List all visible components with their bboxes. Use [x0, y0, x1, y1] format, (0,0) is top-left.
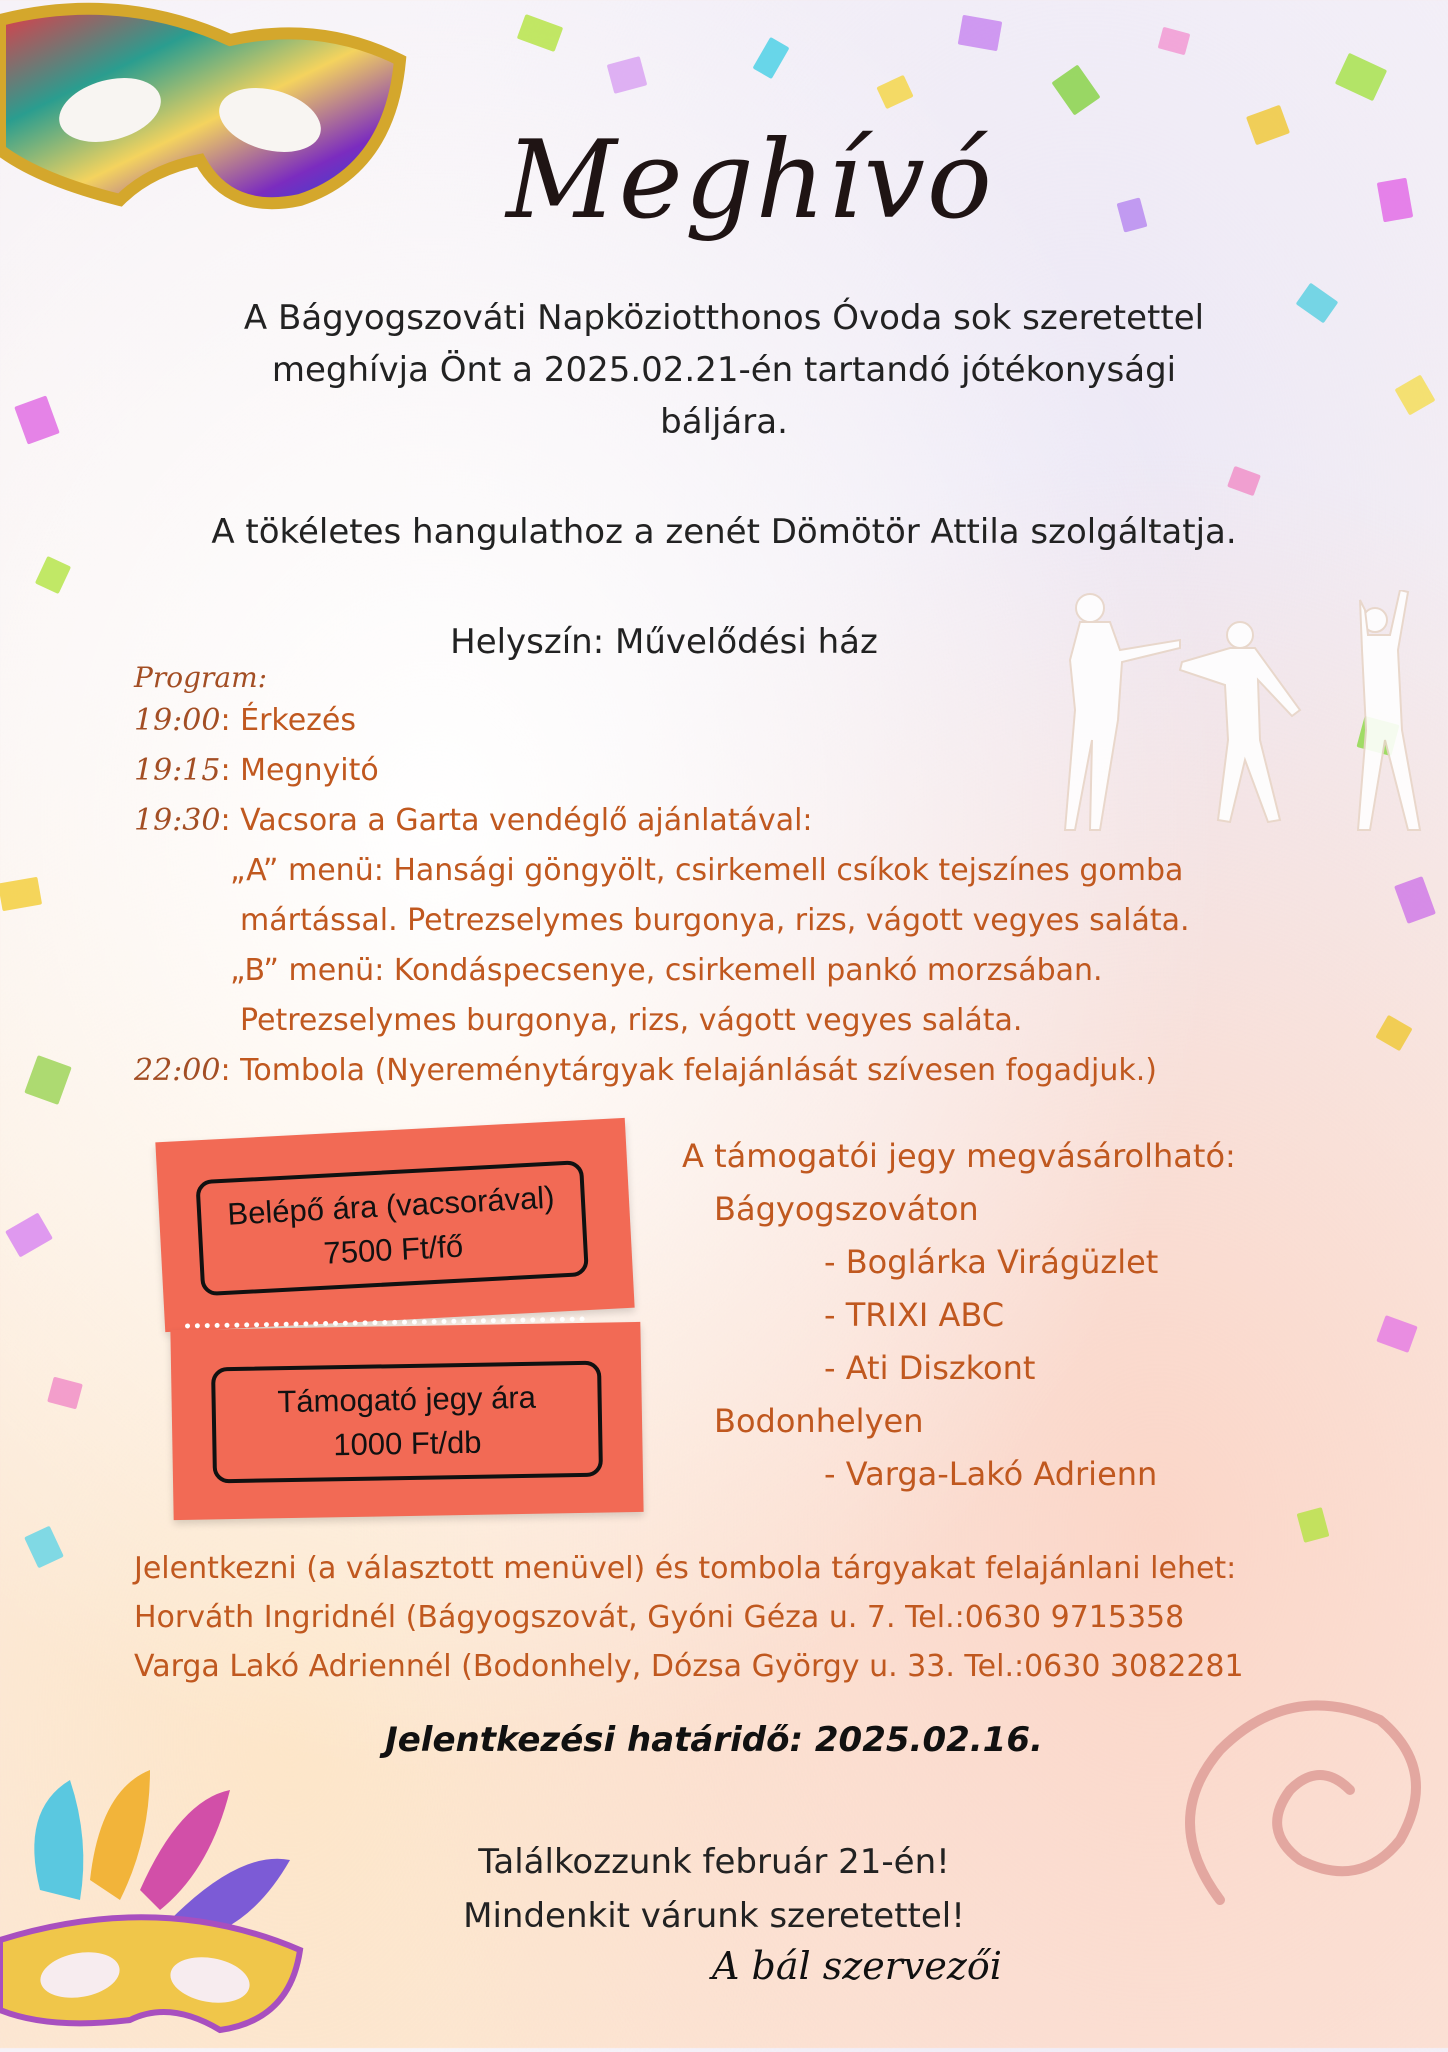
intro-line: meghívja Önt a 2025.02.21-én tartandó jótékonysági: [271, 350, 1177, 390]
purchase-place: Bágyogszováton: [714, 1190, 979, 1228]
program-time: 19:30: [134, 803, 221, 838]
intro-paragraph: [0, 292, 1448, 448]
program-text: : Tombola (Nyereménytárgyak felajánlását szívesen fogadjuk.): [220, 1053, 1157, 1088]
music-info: A tökéletes hangulathoz a zenét Dömötör Attila szolgáltatja.: [211, 512, 1237, 552]
contact-line: Horváth Ingridnél (Bágyogszovát, Gyóni Géza u. 7. Tel.:0630 9715358: [134, 1600, 1185, 1635]
venue-info: Helyszín: Művelődési ház: [450, 622, 878, 662]
purchase-heading: A támogatói jegy megvásárolható:: [682, 1137, 1236, 1175]
carnival-mask-top-image: [0, 0, 420, 230]
purchase-shop: - TRIXI ABC: [824, 1296, 1005, 1334]
entry-ticket-price: 7500 Ft/fő: [322, 1228, 464, 1271]
purchase-place: Bodonhelyen: [714, 1402, 924, 1440]
program-text: : Érkezés: [220, 703, 356, 738]
intro-line: báljára.: [660, 402, 788, 442]
program-section: [134, 660, 1190, 1096]
support-ticket-price: 1000 Ft/db: [332, 1424, 482, 1463]
entry-ticket-label: Belépő ára (vacsorával): [226, 1179, 556, 1232]
entry-ticket-frame: [195, 1160, 589, 1296]
purchase-section: [682, 1130, 1236, 1501]
contact-section: [134, 1544, 1244, 1691]
contact-line: Jelentkezni (a választott menüvel) és tombola tárgyakat felajánlani lehet:: [134, 1551, 1237, 1586]
organizers-signature: A bál szervezői: [712, 1944, 1002, 1988]
menu-a-line: mártással. Petrezselymes burgonya, rizs, vágott vegyes saláta.: [240, 903, 1190, 938]
menu-a-line: „A” menü: Hansági göngyölt, csirkemell csíkok tejszínes gomba: [230, 853, 1184, 888]
contact-line: Varga Lakó Adriennél (Bodonhely, Dózsa György u. 33. Tel.:0630 3082281: [134, 1649, 1244, 1684]
registration-deadline: Jelentkezési határidő: 2025.02.16.: [385, 1720, 1043, 1760]
purchase-shop: - Boglárka Virágüzlet: [824, 1243, 1159, 1281]
program-item: [134, 696, 1190, 746]
closing-line: Mindenkit várunk szeretettel!: [463, 1896, 965, 1936]
invitation-title: Meghívó: [506, 118, 994, 243]
program-item: [134, 1046, 1190, 1096]
program-text: : Megnyitó: [220, 753, 379, 788]
purchase-shop: - Varga-Lakó Adrienn: [824, 1455, 1158, 1493]
program-item: [134, 746, 1190, 796]
closing-message: [0, 1835, 1438, 1943]
program-item: [134, 796, 1190, 846]
entry-ticket: [155, 1118, 634, 1332]
purchase-shop: - Ati Diszkont: [824, 1349, 1036, 1387]
menu-b-line: „B” menü: Kondáspecsenye, csirkemell pankó morzsában.: [230, 953, 1103, 988]
closing-line: Találkozzunk február 21-én!: [478, 1842, 950, 1882]
intro-line: A Bágyogszováti Napköziotthonos Óvoda sok szeretettel: [243, 298, 1205, 338]
program-time: 19:00: [134, 703, 221, 738]
program-text: : Vacsora a Garta vendéglő ajánlatával:: [220, 803, 813, 838]
program-time: 22:00: [134, 1053, 221, 1088]
support-ticket: [170, 1322, 643, 1520]
program-heading: Program:: [134, 661, 268, 694]
support-ticket-frame: [211, 1361, 603, 1484]
menu-b-line: Petrezselymes burgonya, rizs, vágott vegyes saláta.: [240, 1003, 1023, 1038]
program-time: 19:15: [134, 753, 221, 788]
support-ticket-label: Támogató jegy ára: [277, 1379, 537, 1420]
